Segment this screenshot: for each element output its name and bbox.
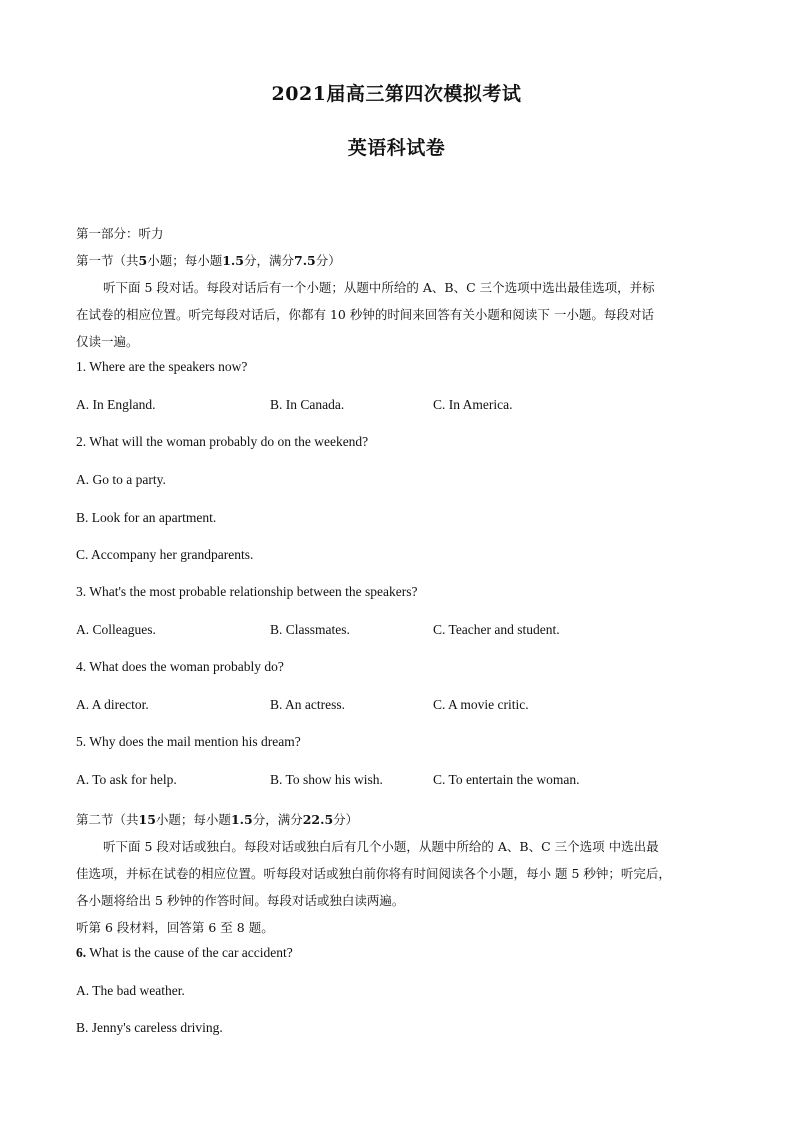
q5-option-c: C. To entertain the woman. bbox=[433, 772, 580, 787]
q1-option-c: C. In America. bbox=[433, 397, 513, 412]
q6-option-a: A. The bad weather. bbox=[76, 983, 185, 998]
section2-instructions-line: 各小题将给出 5 秒钟的作答时间。每段对话或独白读两遍。 bbox=[76, 893, 405, 908]
q2-option-b: B. Look for an apartment. bbox=[76, 510, 217, 525]
q5-option-a: A. To ask for help. bbox=[76, 772, 177, 787]
section2-instructions-line: 听下面 5 段对话或独白。每段对话或独白后有几个小题，从题中所给的 A、B、C 三个选项 中选出最 bbox=[103, 839, 659, 854]
q2-option-a: A. Go to a party. bbox=[76, 472, 166, 487]
section1-heading: 第一节（共5小题；每小题1.5分，满分7.5分） bbox=[76, 253, 341, 268]
question-4: 4. What does the woman probably do? bbox=[76, 659, 284, 674]
q4-option-a: A. A director. bbox=[76, 697, 149, 712]
q1-option-b: B. In Canada. bbox=[270, 397, 345, 412]
section2-instructions-line: 佳选项，并标在试卷的相应位置。听每段对话或独白前你将有时间阅读各个小题，每小 题 5 秒钟；听完后， bbox=[76, 866, 671, 881]
q6-option-b: B. Jenny's careless driving. bbox=[76, 1020, 223, 1035]
q4-option-c: C. A movie critic. bbox=[433, 697, 529, 712]
q4-option-b: B. An actress. bbox=[270, 697, 345, 712]
q2-option-c: C. Accompany her grandparents. bbox=[76, 547, 254, 562]
section1-instructions-line: 仅读一遍。 bbox=[76, 334, 139, 349]
exam-subtitle: 英语科试卷 bbox=[347, 137, 446, 159]
q3-option-b: B. Classmates. bbox=[270, 622, 350, 637]
material-note: 听第 6 段材料，回答第 6 至 8 题。 bbox=[76, 920, 274, 935]
question-2: 2. What will the woman probably do on the weekend? bbox=[76, 434, 369, 449]
question-5: 5. Why does the mail mention his dream? bbox=[76, 734, 301, 749]
section1-instructions-line: 听下面 5 段对话。每段对话后有一个小题；从题中所给的 A、B、C 三个选项中选出最佳选项，并标 bbox=[103, 280, 655, 295]
q1-option-a: A. In England. bbox=[76, 397, 156, 412]
section1-instructions-line: 在试卷的相应位置。听完每段对话后，你都有 10 秒钟的时间来回答有关小题和阅读下 一小题。每段对话 bbox=[76, 307, 654, 322]
part1-heading: 第一部分：听力 bbox=[76, 226, 164, 241]
question-1: 1. Where are the speakers now? bbox=[76, 359, 248, 374]
q3-option-c: C. Teacher and student. bbox=[433, 622, 560, 637]
q5-option-b: B. To show his wish. bbox=[270, 772, 383, 787]
exam-title: 2021届高三第四次模拟考试 bbox=[271, 83, 522, 105]
question-6: 6. What is the cause of the car accident? bbox=[76, 945, 293, 960]
q3-option-a: A. Colleagues. bbox=[76, 622, 156, 637]
question-3: 3. What's the most probable relationship between the speakers? bbox=[76, 584, 418, 599]
section2-heading: 第二节（共15小题；每小题1.5分，满分22.5分） bbox=[76, 812, 359, 827]
